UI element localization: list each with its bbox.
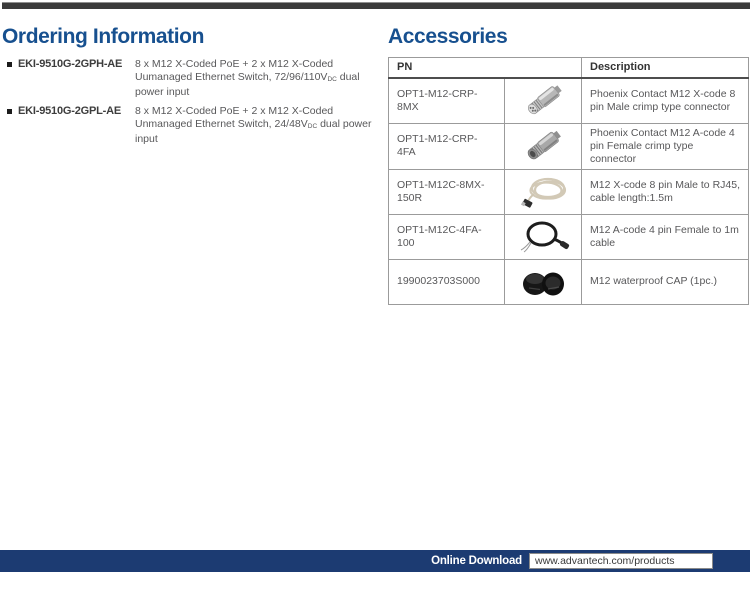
accessories-table-row (389, 214, 749, 259)
pn-column-header: PN (389, 58, 582, 78)
ordering-list-item (2, 105, 376, 146)
accessories-section (388, 26, 748, 305)
pn-cell: 1990023703S000 (389, 259, 505, 304)
bullet-square-icon (7, 109, 12, 114)
bullet-square-icon (7, 62, 12, 67)
model-number: EKI-9510G-2GPH-AE (18, 58, 123, 70)
ordering-list-item (2, 58, 376, 99)
m12-waterproof-caps-photo (515, 263, 571, 301)
accessories-table-row (389, 169, 749, 214)
m12-black-cable-photo (515, 218, 571, 256)
pn-cell: OPT1-M12-CRP-8MX (389, 78, 505, 124)
model-description: 8 x M12 X-Coded PoE + 2 x M12 X-Coded Uumanaged Ethernet Switch, $72/96/110V_{DC}$ dual power input (135, 58, 360, 98)
download-url-box[interactable] (529, 553, 713, 569)
online-download-label: Online Download (431, 555, 522, 567)
accessories-table-header-row (389, 58, 749, 78)
product-photo-cell (505, 259, 582, 304)
description-cell: Phoenix Contact M12 X-code 8 pin Male crimp type connector (582, 78, 749, 124)
description-cell: M12 X-code 8 pin Male to RJ45, cable length:1.5m (582, 169, 749, 214)
footer-bar (0, 550, 750, 572)
description-cell: M12 waterproof CAP (1pc.) (582, 259, 749, 304)
product-photo-cell (505, 123, 582, 169)
product-photo-cell (505, 214, 582, 259)
ordering-information-title: Ordering Information (2, 25, 205, 48)
pn-cell: OPT1-M12C-8MX-150R (389, 169, 505, 214)
model-number: EKI-9510G-2GPL-AE (18, 105, 121, 117)
product-photo-cell (505, 78, 582, 124)
accessories-table-row (389, 123, 749, 169)
top-divider-bar (2, 2, 750, 9)
ordering-information-section (2, 26, 376, 152)
accessories-title: Accessories (388, 25, 508, 48)
pn-cell: OPT1-M12-CRP-4FA (389, 123, 505, 169)
description-cell: M12 A-code 4 pin Female to 1m cable (582, 214, 749, 259)
product-photo-cell (505, 169, 582, 214)
model-description: 8 x M12 X-Coded PoE + 2 x M12 X-Coded Unmanaged Ethernet Switch, $24/48V_{DC}$ dual power input (135, 105, 372, 145)
accessories-table (388, 57, 749, 305)
description-cell: Phoenix Contact M12 A-code 4 pin Female crimp type connector (582, 123, 749, 169)
download-url-text: www.advantech.com/products (535, 555, 675, 567)
accessories-table-row (389, 259, 749, 304)
pn-cell: OPT1-M12C-4FA-100 (389, 214, 505, 259)
m12-male-crimp-connector-photo (515, 82, 571, 120)
accessories-table-row (389, 78, 749, 124)
description-column-header: Description (582, 58, 749, 78)
ordering-list (2, 58, 376, 146)
m12-rj45-coiled-cable-photo (515, 173, 571, 211)
m12-female-crimp-connector-photo (515, 127, 571, 165)
accessories-table-body (389, 78, 749, 305)
